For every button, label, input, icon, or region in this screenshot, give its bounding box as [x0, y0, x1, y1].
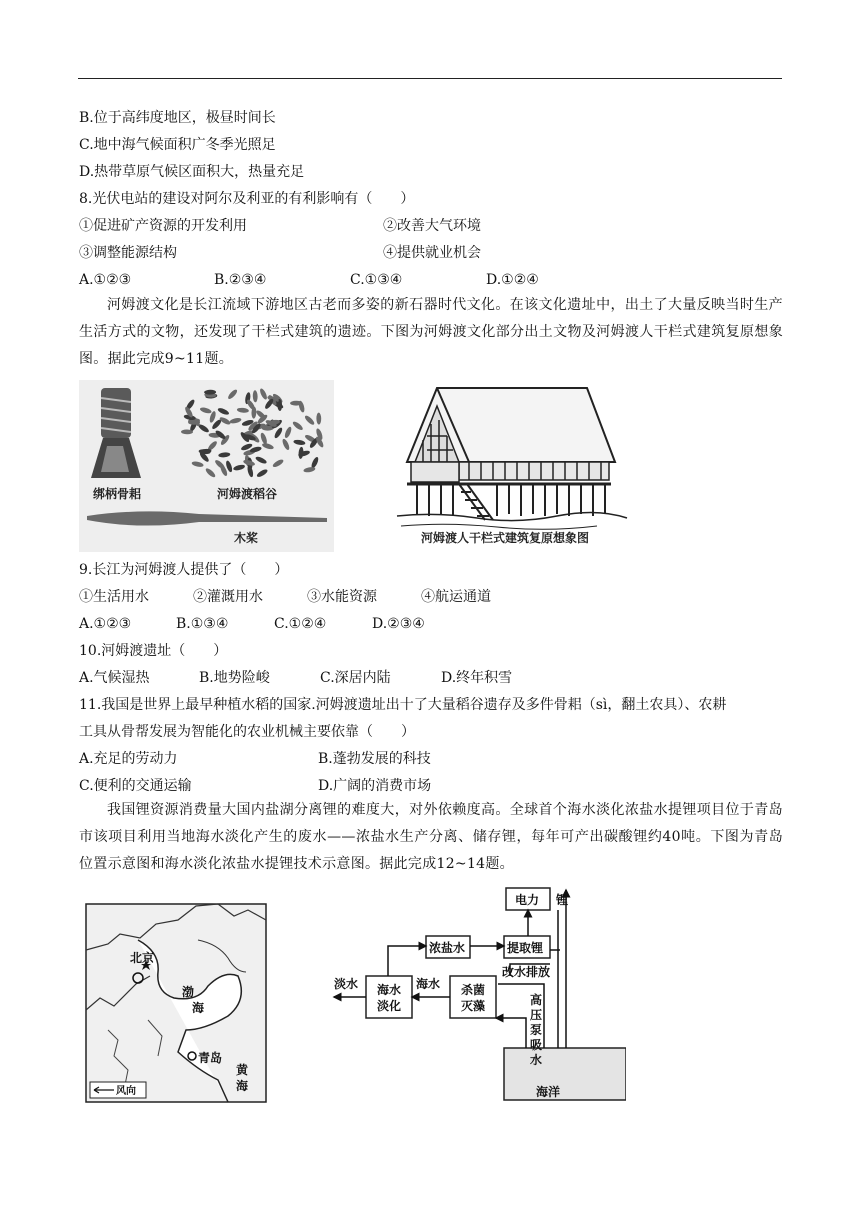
q11-option-c: C.便利的交通运输	[79, 778, 192, 794]
q8-option-c: C.①③④	[350, 272, 403, 288]
label-pump-1: 高	[530, 993, 543, 1007]
label-discharge: 改水排放	[502, 965, 551, 979]
passage-hemudu: 河姆渡文化是长江流域下游地区古老而多姿的新石器时代文化。在该文化遗址中，出土了大量反映当时生产生活方式的文物，还发现了干栏式建筑的遗迹。下图为河姆渡文化部分出土文物及河姆渡人干栏式建筑复原想象图。据此完成9~11题。	[79, 297, 783, 367]
q9-statement-3: ③水能资源	[307, 589, 377, 605]
label-desal-1: 海水	[377, 983, 402, 997]
label-fresh-water: 淡水	[334, 977, 359, 991]
passage-lithium: 我国锂资源消费量大国内盐湖分离锂的难度大，对外依赖度高。全球首个海水淡化浓盐水提锂项目位于青岛市该项目利用当地海水淡化产生的废水——浓盐水生产分离、储存锂，每年可产出碳酸锂约40吨。下图为青岛位置示意图和海水淡化浓盐水提锂技术示意图。据此完成12~14题。	[79, 802, 783, 872]
label-lithium: 锂	[556, 893, 569, 907]
q10-stem: 10.河姆渡遗址（ ）	[79, 643, 228, 659]
q10-option-d: D.终年积雪	[441, 670, 513, 686]
q9-option-d: D.②③④	[372, 616, 425, 632]
hemudu-figure	[79, 380, 639, 552]
label-huanghai-1: 黄	[236, 1063, 249, 1077]
q8-option-a: A.①②③	[79, 272, 132, 288]
label-steril-2: 灭藻	[461, 999, 486, 1013]
caption-bone-spade: 绑柄骨耜	[93, 487, 142, 501]
label-steril-1: 杀菌	[461, 983, 486, 997]
label-pump-5: 水	[530, 1053, 543, 1067]
q8-statement-1: ①促进矿产资源的开发利用	[79, 218, 247, 234]
label-huanghai-2: 海	[236, 1079, 249, 1093]
label-bohai-1: 渤	[182, 985, 195, 999]
q8-statement-3: ③调整能源结构	[79, 245, 177, 261]
stilt-house-image	[397, 388, 627, 529]
q9-statement-1: ①生活用水	[79, 589, 149, 605]
q11-stem-line1: 11.我国是世界上最早种植水稻的国家.河姆渡遗址出十了大量稻谷遗存及多件骨耜（sì，翻土农具）、农耕	[79, 697, 727, 713]
caption-rice: 河姆渡稻谷	[217, 487, 278, 501]
label-qingdao: 青岛	[198, 1051, 223, 1065]
label-seawater: 海水	[416, 977, 441, 991]
q10-option-a: A.气候湿热	[79, 670, 150, 686]
label-beijing: 北京	[130, 951, 155, 965]
q10-option-c: C.深居内陆	[320, 670, 391, 686]
caption-oar: 木桨	[234, 531, 259, 545]
q10-option-b: B.地势险峻	[199, 670, 270, 686]
q9-stem: 9.长江为河姆渡人提供了（ ）	[79, 562, 289, 578]
q9-statement-4: ④航运通道	[421, 589, 491, 605]
q8-option-b: B.②③④	[214, 272, 267, 288]
label-pump-4: 吸	[530, 1038, 543, 1052]
ocean-box	[504, 1048, 626, 1100]
q9-statement-2: ②灌溉用水	[193, 589, 263, 605]
q8-option-d: D.①②④	[486, 272, 539, 288]
header-rule	[78, 78, 782, 79]
q11-option-b: B.蓬勃发展的科技	[318, 751, 431, 767]
label-bohai-2: 海	[192, 1001, 205, 1015]
label-extract: 提取锂	[507, 941, 544, 955]
q8-stem: 8.光伏电站的建设对阿尔及利亚的有利影响有（ ）	[79, 191, 415, 207]
q8-statement-4: ④提供就业机会	[383, 245, 481, 261]
q11-option-d: D.广阔的消费市场	[318, 778, 432, 794]
label-brine: 浓盐水	[429, 941, 466, 955]
legend-wind: 风向	[116, 1086, 136, 1097]
q7-option-d: D.热带草原气候区面积大，热量充足	[79, 164, 305, 180]
q9-option-c: C.①②④	[274, 616, 327, 632]
q8-statement-2: ②改善大气环境	[383, 218, 481, 234]
lithium-extraction-diagram	[330, 884, 626, 1104]
qingdao-location-map	[78, 880, 278, 1108]
q11-stem-line2: 工具从骨帮发展为智能化的农业机械主要依靠（ ）	[79, 724, 415, 740]
caption-stilt-house: 河姆渡人干栏式建筑复原想象图	[421, 531, 590, 545]
q7-option-c: C.地中海气候面积广冬季光照足	[79, 137, 276, 153]
q7-option-b: B.位于高纬度地区，极昼时间长	[79, 110, 276, 126]
label-pump-3: 泵	[530, 1023, 543, 1037]
label-pump-2: 压	[530, 1008, 543, 1022]
label-power: 电力	[515, 893, 540, 907]
label-desal-2: 淡化	[377, 999, 402, 1013]
q9-option-a: A.①②③	[79, 616, 132, 632]
q9-option-b: B.①③④	[176, 616, 229, 632]
q11-option-a: A.充足的劳动力	[79, 751, 178, 767]
label-ocean: 海洋	[536, 1085, 561, 1099]
